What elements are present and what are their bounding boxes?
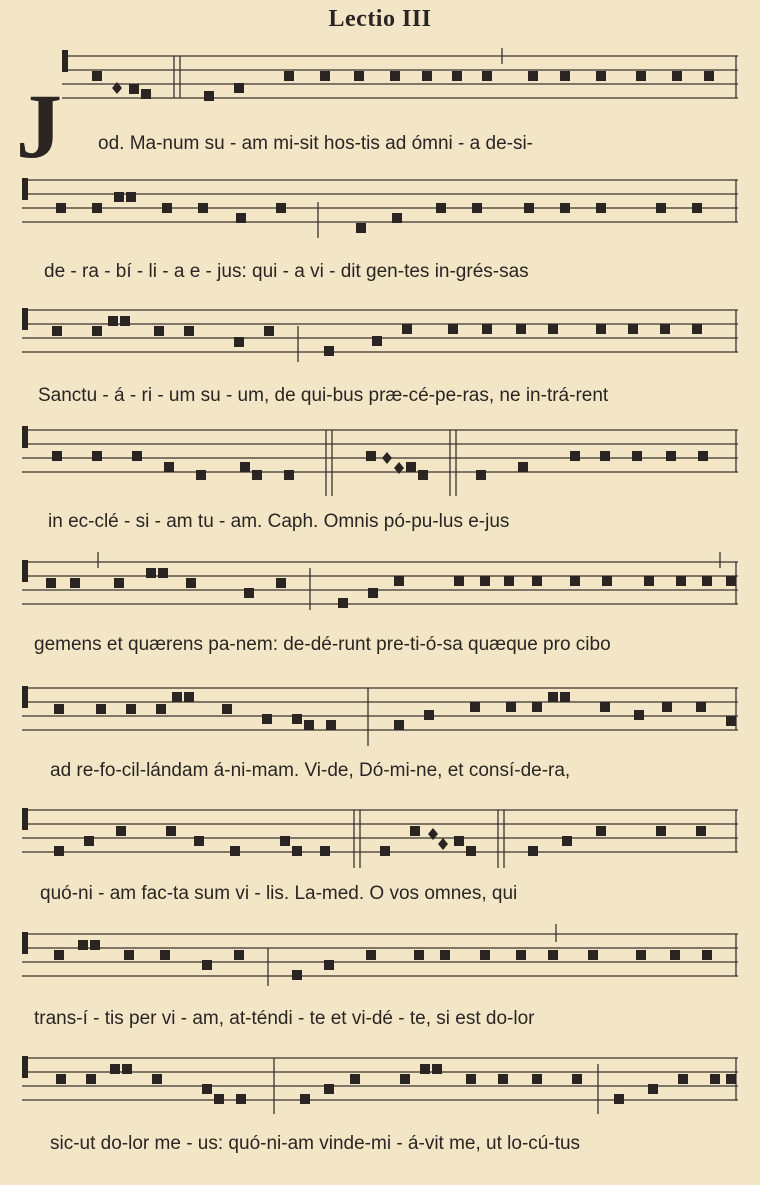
lyric-line-2: de - ra - bí - li - a e - jus: qui - a vi - dit gen-tes in-grés-sas <box>44 261 529 282</box>
staff-system-9 <box>22 1044 740 1104</box>
lyric-line-9: sic-ut do-lor me - us: quó-ni-am vinde-mi - á-vit me, ut lo-cú-tus <box>50 1133 581 1154</box>
staff-svg-8 <box>22 920 740 996</box>
lyric-line-7: quó-ni - am fac-ta sum vi - lis. La-med. O vos omnes, qui <box>40 883 518 904</box>
staff-svg-4 <box>22 424 740 500</box>
drop-cap-initial: J <box>16 75 62 177</box>
staff-system-8 <box>22 920 740 980</box>
staff-system-3 <box>22 296 740 356</box>
lyric-line-1: od. Ma-num su - am mi-sit hos-tis ad ómni - a de-si- <box>98 133 534 154</box>
lyric-line-5: gemens et quærens pa-nem: de-dé-runt pre-ti-ó-sa quæque pro cibo <box>34 634 611 655</box>
staff-svg-3 <box>22 296 740 366</box>
page-title: Lectio III <box>328 6 432 32</box>
staff-svg-2 <box>22 174 740 234</box>
lyric-line-4: in ec-clé - si - am tu - am. Caph. Omnis pó-pu-lus e-jus <box>48 511 510 532</box>
staff-system-2 <box>22 174 740 234</box>
staff-svg-9 <box>22 1044 740 1120</box>
lyric-line-3: Sanctu - á - ri - um su - um, de qui-bus præ-cé-pe-ras, ne in-trá-rent <box>38 385 609 406</box>
lyric-line-8: trans-í - tis per vi - am, at-téndi - te et vi-dé - te, si est do-lor <box>34 1008 535 1029</box>
staff-system-5 <box>22 548 740 608</box>
staff-svg-6 <box>22 672 740 748</box>
staff-svg-5 <box>22 548 740 618</box>
staff-system-6 <box>22 672 740 732</box>
lyric-line-6: ad re-fo-cil-lándam á-ni-mam. Vi-de, Dó-mi-ne, et consí-de-ra, <box>50 760 571 781</box>
staff-svg-7 <box>22 796 740 872</box>
staff-system-7 <box>22 796 740 856</box>
staff-system-1 <box>62 48 740 108</box>
staff-system-4 <box>22 424 740 484</box>
staff-svg-1 <box>62 48 740 108</box>
